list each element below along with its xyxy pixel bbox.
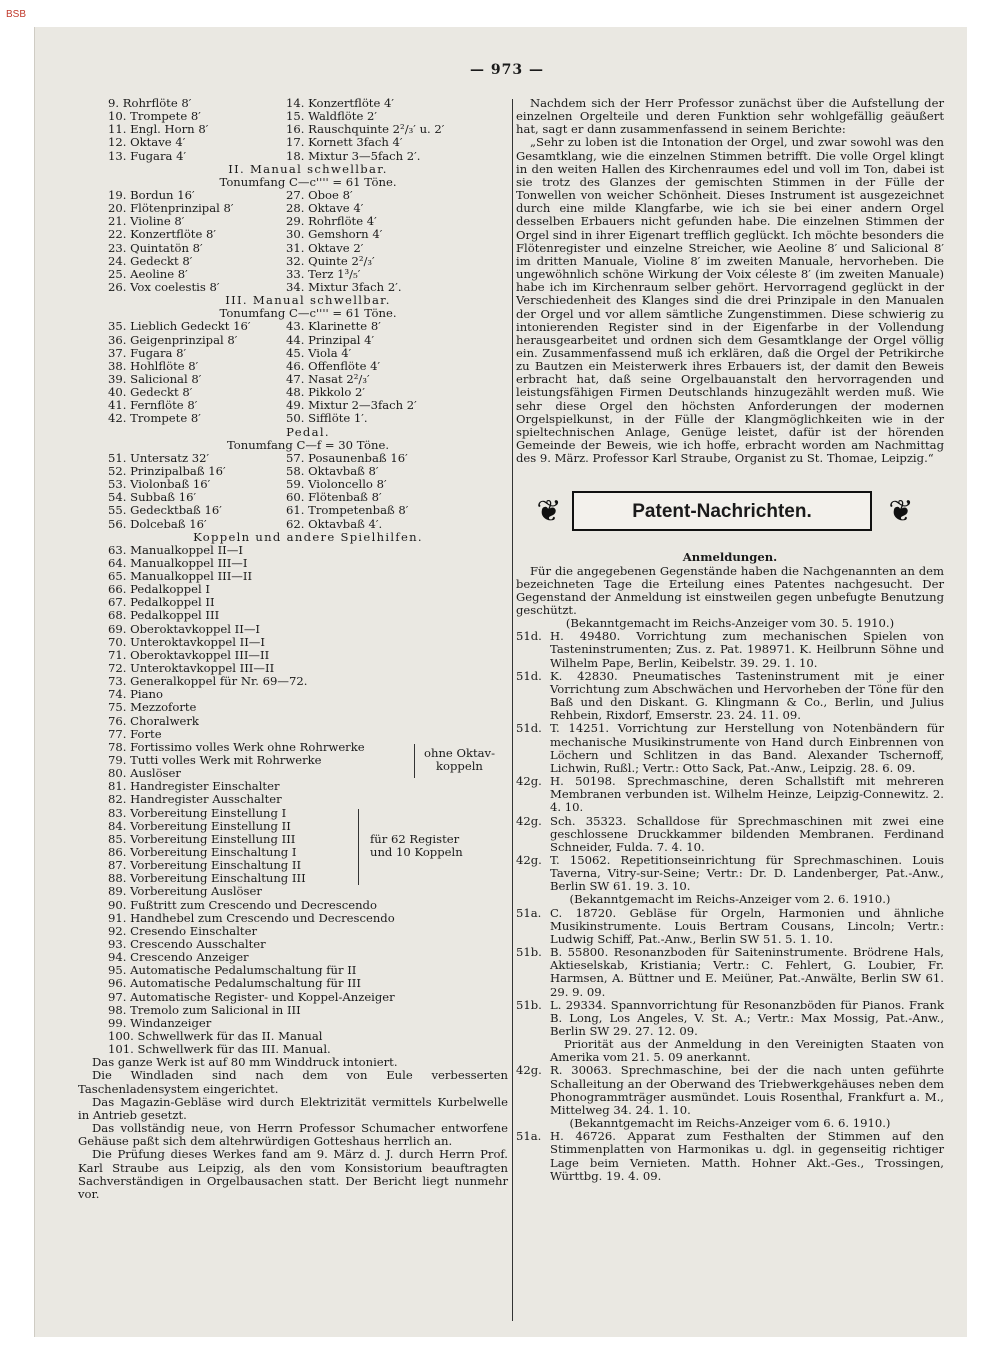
stop-row: [108, 399, 508, 412]
patent-text: H. 49480. Vorrichtung zum mechanischen Spielen von Tasteninstrumenten; Zus. z. Pat. 198971. K. Heilbrunn Söhne und Wilhelm Pape, Berlin, Keibelstr. 39. 29. 1. 10.: [550, 629, 944, 670]
brace-note-tutti: [424, 747, 495, 773]
coupler-list: [108, 544, 508, 741]
list-item: 73. Generalkoppel für Nr. 69—72.: [108, 675, 308, 689]
list-item: Das ganze Werk ist auf 80 mm Winddruck intoniert.: [92, 1055, 398, 1070]
list-item: 90. Fußtritt zum Crescendo und Decrescendo: [108, 898, 377, 912]
stop-row: [108, 452, 508, 465]
list-item: 75. Mezzoforte: [108, 701, 197, 715]
stop-cell: 33. Terz 1³/₅′: [286, 267, 361, 281]
list-item: 63. Manualkoppel II—I: [108, 543, 243, 557]
anmeldungen-heading: Anmeldungen.: [682, 550, 778, 565]
stop-row: [108, 150, 508, 163]
stop-cell: 41. Fernflöte 8′: [108, 399, 198, 413]
stop-row: [108, 110, 508, 123]
list-item: 96. Automatische Pedalumschaltung für III: [108, 977, 361, 991]
pedal-range: Tonumfang C—f = 30 Töne.: [226, 437, 390, 452]
patent-entries-1: [516, 630, 944, 893]
list-item: 98. Tremolo zum Salicional in III: [108, 1003, 301, 1017]
list-item: 65. Manualkoppel III—II: [108, 570, 253, 584]
stop-row: [108, 373, 508, 386]
patent-entry: [516, 630, 944, 669]
pedal-heading: Pedal.: [286, 424, 330, 439]
list-item: 76. Choralwerk: [108, 714, 199, 728]
stop-row: [108, 97, 508, 110]
stop-row: [108, 320, 508, 333]
patent-class: 51d.: [516, 721, 542, 736]
list-item: Das Magazin-Gebläse wird durch Elektrizität vermittels Kurbelwelle in Antrieb gesetzt.: [78, 1094, 508, 1122]
stop-table-pedal: [108, 452, 508, 531]
patent-text: L. 29334. Spannvorrichtung für Resonanzböden für Pianos. Frank B. Long, Los Angeles, V. St. A.; Vertr.: Max Mossig, Pat.-Anw., Berlin SW 29. 27. 12. 09.: [550, 997, 944, 1038]
list-item: 97. Automatische Register- und Koppel-Anzeiger: [108, 990, 395, 1004]
note-line: für 62 Register: [370, 831, 460, 846]
note-line: und 10 Koppeln: [370, 844, 463, 859]
stop-cell: 19. Bordun 16′: [108, 188, 195, 202]
stop-cell: 58. Oktavbaß 8′: [286, 464, 379, 478]
stop-cell: 50. Sifflöte 1′.: [286, 412, 368, 426]
notice-1: (Bekanntgemacht im Reichs-Anzeiger vom 30. 5. 1910.): [565, 616, 895, 631]
notice-3: (Bekanntgemacht im Reichs-Anzeiger vom 6. 6. 1910.): [569, 1116, 891, 1131]
stop-row: [108, 491, 508, 504]
patent-entries-4: [516, 1130, 944, 1183]
patent-class: 51a.: [516, 905, 542, 920]
right-column: [516, 97, 944, 1183]
handregister-list: [108, 780, 508, 806]
patent-text: C. 18720. Gebläse für Orgeln, Harmonien und ähnliche Musikinstrumente. Louis Bertram Cousans, Lincoln; Vertr.: Ludwig Schiff, Pat.-Anw., Berlin SW 51. 5. 1. 10.: [550, 905, 944, 946]
list-item: 82. Handregister Ausschalter: [108, 793, 282, 807]
patent-entry: [516, 670, 944, 723]
stop-row: [108, 255, 508, 268]
report-intro: Nachdem sich der Herr Professor zunächst über die Aufstellung der einzelnen Orgelteile und deren Funktion sehr wohlgefällig geäußert hat, sagt er dann zusammenfassend in seinem Berichte:: [516, 96, 944, 137]
patent-text: H. 50198. Sprechmaschine, deren Schallstift mit mehreren Membranen verbunden ist. Wilhelm Heinze, Leipzig-Connewitz. 2. 4. 10.: [550, 774, 944, 815]
list-item: 81. Handregister Einschalter: [108, 780, 280, 794]
patent-class: 51b.: [516, 997, 542, 1012]
patent-class: 42g.: [516, 852, 542, 867]
brace-group-vorbereitung: [108, 807, 508, 886]
closing-paragraphs: [78, 1056, 508, 1201]
brace-group-tutti: [108, 741, 508, 780]
stop-row: [108, 242, 508, 255]
stop-row: [108, 202, 508, 215]
manual2-heading: II. Manual schwellbar.: [228, 161, 388, 176]
patent-text: B. 55800. Resonanzboden für Saiteninstrumente. Brödrene Hals, Aktieselskab, Kristiania; Vertr.: C. Fehlert, G. Loubier, Fr. Harmsen, A. Büttner und E. Meiüner, Pat.-Anwälte, Berlin SW 61. 29. 9. 09.: [550, 945, 944, 999]
stop-cell: 46. Offenflöte 4′: [286, 359, 381, 373]
patent-text: T. 14251. Vorrichtung zur Herstellung von Notenbändern für mechanische Musikinstrumente von Hand durch Einbrennen von Löchern und Schlitzen in das Band. Alexander Tschernoff, Lichwin, Rußl.; Vertr.: Otto Sack, Pat.-Anw., Leipzig. 28. 6. 09.: [550, 721, 944, 775]
stop-row: [108, 504, 508, 517]
patent-heading: Patent-Nachrichten.: [572, 491, 872, 531]
list-item: 71. Oberoktavkoppel III—II: [108, 648, 270, 662]
stop-cell: 29. Rohrflöte 4′: [286, 215, 377, 229]
patent-entry: [516, 1064, 944, 1117]
patent-entry: [516, 999, 944, 1038]
stop-cell: 60. Flötenbaß 8′: [286, 491, 382, 505]
patent-entries-2: [516, 907, 944, 1039]
stop-cell: 59. Violoncello 8′: [286, 478, 387, 492]
list-item: 89. Vorbereitung Auslöser: [108, 885, 262, 899]
ornament-right-icon: ❦: [888, 494, 914, 530]
list-item: 99. Windanzeiger: [108, 1016, 212, 1030]
stop-cell: 61. Trompetenbaß 8′: [286, 504, 409, 518]
stop-table-manual3: [108, 320, 508, 425]
list-item: 68. Pedalkoppel III: [108, 609, 220, 623]
patent-class: 51b.: [516, 945, 542, 960]
patent-entry: [516, 775, 944, 814]
patent-class: 42g.: [516, 774, 542, 789]
stop-cell: 35. Lieblich Gedeckt 16′: [108, 320, 251, 334]
list-item: 77. Forte: [108, 727, 162, 741]
note-line: koppeln: [436, 759, 483, 774]
stop-cell: 37. Fugara 8′: [108, 346, 187, 360]
list-item: 67. Pedalkoppel II: [108, 596, 215, 610]
list-item: 86. Vorbereitung Einschaltung I: [108, 846, 297, 860]
koppeln-heading: Koppeln und andere Spielhilfen.: [193, 529, 423, 544]
brace-note-vorbereitung: [370, 833, 463, 859]
stop-cell: 47. Nasat 2²/₃′: [286, 372, 370, 386]
patent-entry: [516, 1130, 944, 1183]
stop-cell: 52. Prinzipalbaß 16′: [108, 464, 226, 478]
left-column: [78, 97, 508, 1201]
patent-text: T. 15062. Repetitionseinrichtung für Sprechmaschinen. Louis Taverna, Vitry-sur-Seine; Vertr.: Dr. D. Landenberger, Pat.-Anw., Berlin SW 61. 19. 3. 10.: [550, 852, 944, 894]
brace-mark: [358, 809, 359, 885]
list-item: Die Windladen sind nach dem von Eule verbesserten Taschenladensystem eingerichtet.: [78, 1068, 508, 1096]
list-item: 83. Vorbereitung Einstellung I: [108, 806, 287, 820]
list-item: 88. Vorbereitung Einschaltung III: [108, 872, 306, 886]
list-item: Die Prüfung dieses Werkes fand am 9. März d. J. durch Herrn Prof. Karl Straube aus Leipzig, als den vom Konsistorium beauftragten Sachverständigen in Orgelbausachen statt. Der Bericht liegt nunmehr vor.: [78, 1147, 508, 1201]
stop-cell: 21. Violine 8′: [108, 215, 185, 229]
stop-cell: 23. Quintatön 8′: [108, 241, 203, 255]
stop-cell: 20. Flötenprinzipal 8′: [108, 202, 234, 216]
list-item: 74. Piano: [108, 688, 163, 702]
stop-row: [108, 465, 508, 478]
list-item: 72. Unteroktavkoppel III—II: [108, 662, 275, 676]
stop-cell: 17. Kornett 3fach 4′: [286, 136, 403, 150]
patent-text: Sch. 35323. Schalldose für Sprechmaschinen mit zwei eine geschlossene Druckkammer bildenden Membranen. Ferdinand Schneider, Fulda. 7. 4. 10.: [550, 813, 944, 854]
patent-text: R. 30063. Sprechmaschine, bei der die nach unten geführte Schalleitung an der Oberwand des Triebwerkgehäuses neben dem Phonogrammträger ausmündet. Louis Rosenthal, Frankfurt a. M., Mittelweg 34. 24. 1. 10.: [550, 1063, 944, 1117]
stop-cell: 15. Waldflöte 2′: [286, 110, 378, 124]
stop-row: [108, 215, 508, 228]
stop-row: [108, 334, 508, 347]
list-item: 93. Crescendo Ausschalter: [108, 938, 266, 951]
stop-row: [108, 136, 508, 149]
stop-cell: 44. Prinzipal 4′: [286, 333, 375, 347]
aid-list: [108, 885, 508, 1056]
list-item: 70. Unteroktavkoppel II—I: [108, 635, 265, 649]
stop-cell: 30. Gemshorn 4′: [286, 228, 383, 242]
patent-entry: [516, 854, 944, 893]
list-item: 66. Pedalkoppel I: [108, 583, 210, 597]
stop-cell: 9. Rohrflöte 8′: [108, 97, 192, 110]
stop-cell: 24. Gedeckt 8′: [108, 254, 193, 268]
list-item: 100. Schwellwerk für das II. Manual: [108, 1029, 323, 1043]
stop-row: [108, 518, 508, 531]
list-item: 64. Manualkoppel III—I: [108, 556, 248, 570]
list-item: 87. Vorbereitung Einschaltung II: [108, 859, 302, 873]
stop-cell: 43. Klarinette 8′: [286, 320, 381, 334]
corner-label: BSB: [6, 9, 27, 20]
stop-cell: 38. Hohlflöte 8′: [108, 359, 199, 373]
stop-row: [108, 228, 508, 241]
ornament-left-icon: ❦: [536, 494, 562, 530]
notice-2: (Bekanntgemacht im Reichs-Anzeiger vom 2. 6. 1910.): [569, 892, 891, 907]
stop-cell: 32. Quinte 2²/₃′: [286, 254, 375, 268]
stop-cell: 45. Viola 4′: [286, 346, 352, 360]
stop-cell: 26. Vox coelestis 8′: [108, 280, 220, 294]
patent-class: 51d.: [516, 629, 542, 644]
stop-cell: 62. Oktavbaß 4′.: [286, 517, 383, 531]
stop-row: [108, 268, 508, 281]
page-number: — 973 —: [470, 62, 544, 78]
patent-class: 42g.: [516, 1063, 542, 1078]
report-quote: „Sehr zu loben ist die Intonation der Orgel, und zwar sowohl was den Gesamtklang, wie die einzelnen Stimmen betrifft. Die volle Orgel klingt in den weiten Hallen des Kirchenraumes edel und voll im Ton, dabei ist sie trotz des Glanzes der gemischten Stimmen in der Fülle der Tonwellen von weicher Schönheit. Dieses Instrument ist ausgezeichnet durch eine milde Klangfarbe, wie ich sie bei einer andern Orgel desselben Erbauers nicht gefunden habe. Die einzelnen Stimmen der Orgel sind in ihrer Eigenart trefflich geglückt. Ich möchte besonders die Flötenregister und einzelne Streicher, wie Aeoline 8′ und Salicional 8′ im dritten Manuale, Violine 8′ im zweiten Manuale, hervorheben. Die ungewöhnlich schöne Wirkung der Voix céleste 8′ (im zweiten Manuale) habe ich im Kirchenraum selber gehört. Hervorragend geglückt in der Verschiedenheit des Klanges sind die drei Prinzipale in den Manualen der Orgel und vor allem sämtliche Zungenstimmen. Diese schwierig zu intonierenden Register sind in der Eigenfarbe in der Vollendung herausgearbeitet und ordnen sich dem Gesamtklange der Orgel völlig ein. Zusammenfassend muß ich erklären, daß die Orgel der Petrikirche zu Bautzen ein Meisterwerk ihres Erbauers ist, der damit den Beweis erbracht hat, daß seine Orgelbauanstalt den hervorragenden und leistungsfähigen Firmen Deutschlands hinzugezählt werden muß. Wie sehr diese Orgel den höchsten Anforderungen der modernen Orgelspielkunst, in der Fülle der Klangmöglichkeiten wie in der spieltechnischen Anlage, Genüge leistet, dafür ist der hörenden Gemeinde der Beweis, wie ich hoffe, erbracht worden am Nachmittag des 9. März. Professor Karl Straube, Organist zu St. Thomae, Leipzig.“: [516, 135, 944, 466]
list-item: 91. Handhebel zum Crescendo und Decrescendo: [108, 911, 395, 925]
stop-table-manual2: [108, 189, 508, 294]
list-item: 92. Cresendo Einschalter: [108, 924, 257, 938]
stop-cell: 53. Violonbaß 16′: [108, 478, 211, 492]
manual3-range: Tonumfang C—c'''' = 61 Töne.: [219, 306, 397, 321]
stop-cell: 49. Mixtur 2—3fach 2′: [286, 399, 417, 413]
patent-class: 42g.: [516, 813, 542, 828]
stop-cell: 18. Mixtur 3—5fach 2′.: [286, 149, 421, 163]
note-line: ohne Oktav-: [424, 745, 496, 760]
stop-cell: 48. Pikkolo 2′: [286, 386, 366, 400]
stop-cell: 55. Gedecktbaß 16′: [108, 504, 222, 518]
priority-note: Priorität aus der Anmeldung in den Vereinigten Staaten von Amerika vom 21. 5. 09 anerkannt.: [550, 1037, 944, 1065]
stop-row: [108, 412, 508, 425]
stop-cell: 22. Konzertflöte 8′: [108, 228, 217, 242]
stop-cell: 16. Rauschquinte 2²/₃′ u. 2′: [286, 123, 445, 137]
stop-cell: 57. Posaunenbaß 16′: [286, 451, 408, 465]
brace-mark: [414, 744, 415, 778]
patent-entry: [516, 907, 944, 946]
patent-entry: [516, 722, 944, 775]
stop-cell: 51. Untersatz 32′: [108, 451, 210, 465]
stop-cell: 31. Oktave 2′: [286, 241, 364, 255]
patent-entries-3: [516, 1064, 944, 1117]
list-item: 79. Tutti volles Werk mit Rohrwerke: [108, 754, 322, 768]
stop-cell: 12. Oktave 4′: [108, 136, 186, 150]
patent-text: K. 42830. Pneumatisches Tasteninstrument mit je einer Vorrichtung zum Abschwächen und Hervorheben der Töne für den Baß und den Diskant. G. Klingmann & Co., Berlin, und Julius Rehbein, Rixdorf, Emserstr. 23. 24. 11. 09.: [550, 668, 944, 723]
list-item: Das vollständig neue, von Herrn Professor Schumacher entworfene Gehäuse paßt sich dem altehrwürdigen Gotteshaus herrlich an.: [78, 1121, 508, 1149]
stop-cell: 25. Aeoline 8′: [108, 267, 188, 281]
stop-row: [108, 478, 508, 491]
stop-cell: 56. Dolcebaß 16′: [108, 517, 207, 531]
stop-cell: 54. Subbaß 16′: [108, 491, 197, 505]
patent-class: 51d.: [516, 668, 542, 683]
column-divider: [512, 99, 513, 1321]
patent-banner: [516, 483, 944, 543]
list-item: 84. Vorbereitung Einstellung II: [108, 819, 291, 833]
stop-cell: 40. Gedeckt 8′: [108, 386, 193, 400]
list-item: 69. Oberoktavkoppel II—I: [108, 622, 261, 636]
list-item: 95. Automatische Pedalumschaltung für II: [108, 964, 357, 978]
list-item: 78. Fortissimo volles Werk ohne Rohrwerke: [108, 740, 365, 754]
stop-row: [108, 189, 508, 202]
stop-row: [108, 360, 508, 373]
manual3-heading: III. Manual schwellbar.: [225, 293, 391, 308]
stop-row: [108, 386, 508, 399]
patent-entry: [516, 815, 944, 854]
patent-text: H. 46726. Apparat zum Festhalten der Stimmen auf den Stimmenplatten von Harmonikas u. dgl. in gegenseitig richtiger Lage beim Vernieten. Matth. Hohner Akt.-Ges., Trossingen, Württbg. 19. 4. 09.: [550, 1129, 944, 1183]
list-item: 101. Schwellwerk für das III. Manual.: [108, 1043, 331, 1057]
anmeldungen-intro: Für die angegebenen Gegenstände haben die Nachgenannten an dem bezeichneten Tage die Erteilung eines Patentes nachgesucht. Der Gegenstand der Anmeldung ist einstweilen gegen unbefugte Benutzung geschützt.: [516, 563, 944, 617]
stop-cell: 27. Oboe 8′: [286, 188, 353, 202]
stop-cell: 39. Salicional 8′: [108, 372, 202, 386]
stop-cell: 13. Fugara 4′: [108, 149, 187, 163]
stop-table-manual1: [108, 97, 508, 163]
stop-cell: 10. Trompete 8′: [108, 110, 201, 124]
stop-cell: 42. Trompete 8′: [108, 412, 201, 426]
stop-row: [108, 123, 508, 136]
patent-entry: [516, 946, 944, 999]
stop-row: [108, 347, 508, 360]
list-item: 80. Auslöser: [108, 767, 181, 781]
list-item: 94. Crescendo Anzeiger: [108, 951, 249, 965]
stop-cell: 34. Mixtur 3fach 2′.: [286, 280, 402, 294]
stop-cell: 14. Konzertflöte 4′: [286, 97, 395, 110]
manual2-range: Tonumfang C—c'''' = 61 Töne.: [219, 174, 397, 189]
stop-cell: 11. Engl. Horn 8′: [108, 123, 209, 137]
patent-class: 51a.: [516, 1129, 542, 1144]
stop-cell: 36. Geigenprinzipal 8′: [108, 333, 238, 347]
stop-cell: 28. Oktave 4′: [286, 202, 364, 216]
list-item: 85. Vorbereitung Einstellung III: [108, 832, 296, 846]
